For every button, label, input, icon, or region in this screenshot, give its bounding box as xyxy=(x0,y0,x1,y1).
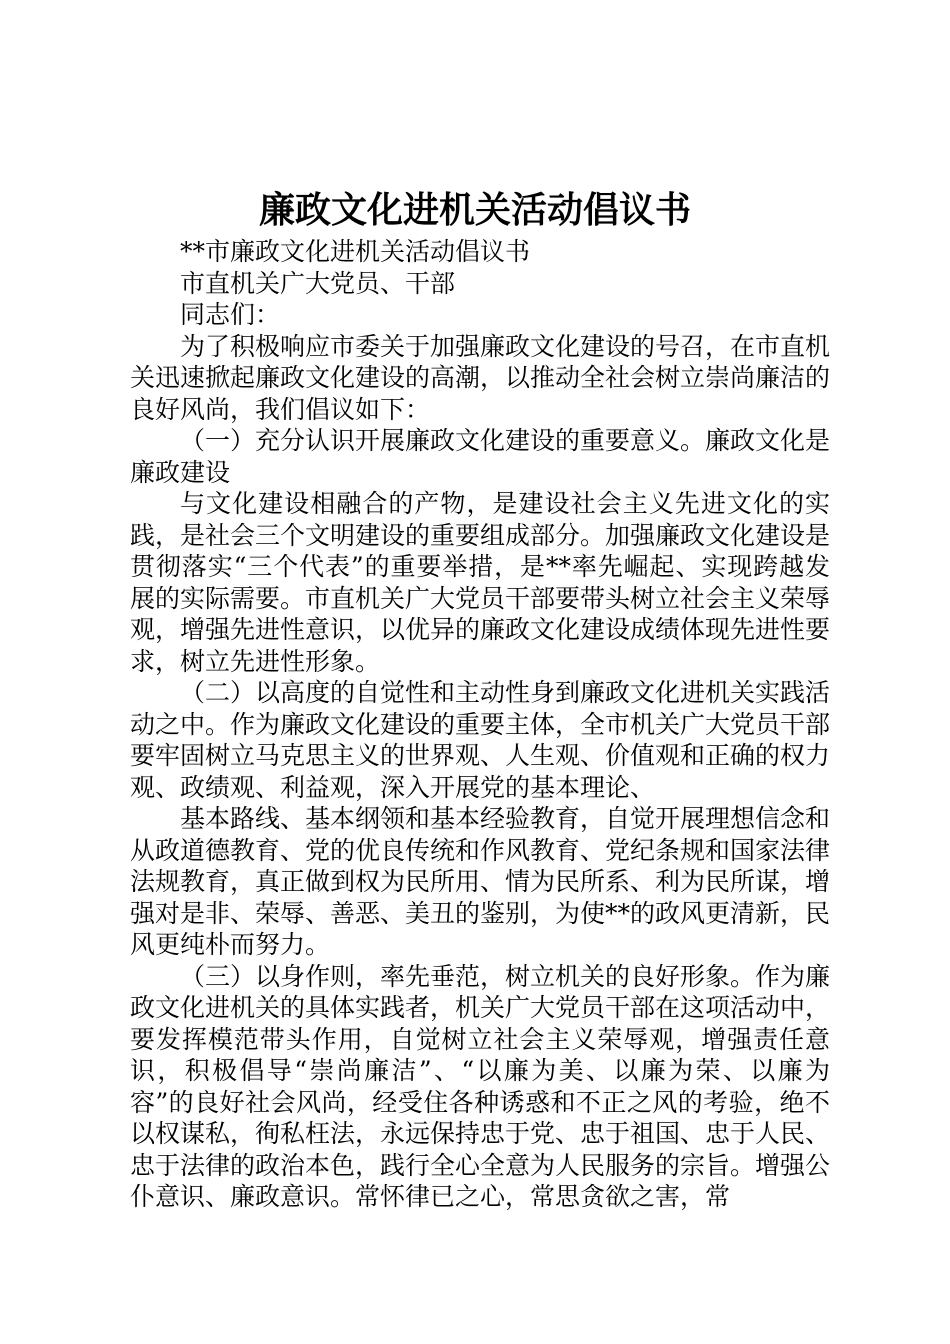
intro-paragraph: 为了积极响应市委关于加强廉政文化建设的号召，在市直机关迅速掀起廉政文化建设的高潮，以推动全社会树立崇尚廉洁的良好风尚，我们倡议如下： xyxy=(130,331,831,424)
section-two-continued-paragraph: 基本路线、基本纲领和基本经验教育，自觉开展理想信念和从政道德教育、党的优良传统和作风教育、党纪条规和国家法律法规教育，真正做到权为民所用、情为民所系、利为民所谋，增强对是非、荣辱、善恶、美丑的鉴别，为使**的政风更清新，民风更纯朴而努力。 xyxy=(130,804,831,959)
salutation-line: 同志们： xyxy=(180,300,281,329)
section-one-heading-paragraph: （一）充分认识开展廉政文化建设的重要意义。廉政文化是廉政建设 xyxy=(130,426,831,487)
subtitle-line: **市廉政文化进机关活动倡议书 xyxy=(180,237,531,266)
addressee-line: 市直机关广大党员、干部 xyxy=(180,268,456,298)
document-body xyxy=(130,236,830,1213)
section-one-body-paragraph: 与文化建设相融合的产物，是建设社会主义先进文化的实践，是社会三个文明建设的重要组成部分。加强廉政文化建设是贯彻落实“三个代表”的重要举措，是**率先崛起、实现跨越发展的实际需要。市直机关广大党员干部要带头树立社会主义荣辱观，增强先进性意识，以优异的廉政文化建设成绩体现先进性要求，树立先进性形象。 xyxy=(130,489,831,676)
document-title: 廉政文化进机关活动倡议书 xyxy=(258,189,691,231)
section-two-paragraph: （二）以高度的自觉性和主动性身到廉政文化进机关实践活动之中。作为廉政文化建设的重要主体，全市机关广大党员干部要牢固树立马克思主义的世界观、人生观、价值观和正确的权力观、政绩观、利益观，深入开展党的基本理论、 xyxy=(130,678,831,802)
section-three-paragraph: （三）以身作则，率先垂范，树立机关的良好形象。作为廉政文化进机关的具体实践者，机关广大党员干部在这项活动中，要发挥模范带头作用，自觉树立社会主义荣辱观，增强责任意识，积极倡导“崇尚廉洁”、“以廉为美、以廉为荣、以廉为容”的良好社会风尚，经受住各种诱惑和不正之风的考验，绝不以权谋私，徇私枉法，永远保持忠于党、忠于祖国、忠于人民、忠于法律的政治本色，践行全心全意为人民服务的宗旨。增强公仆意识、廉政意识。常怀律已之心，常思贪欲之害，常 xyxy=(130,961,831,1211)
